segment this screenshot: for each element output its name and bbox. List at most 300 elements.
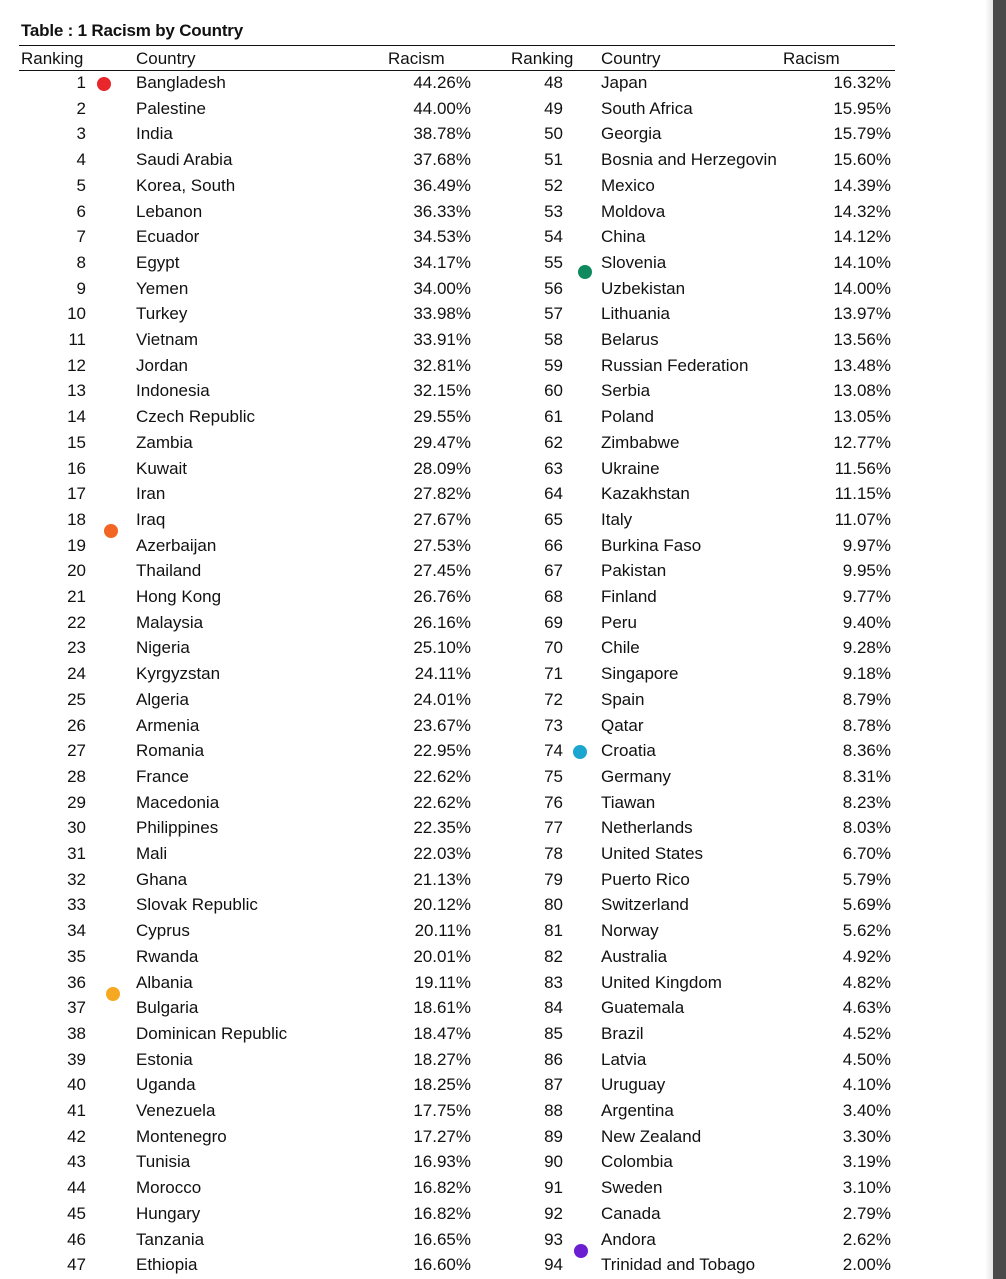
racism-cell: 34.17% (413, 252, 471, 272)
country-cell: Ukraine (601, 458, 660, 478)
country-cell: Puerto Rico (601, 869, 690, 889)
ranking-cell: 58 (544, 330, 563, 349)
ranking-cell: 94 (544, 1255, 563, 1275)
racism-cell: 22.62% (413, 766, 471, 786)
ranking-cell: 71 (544, 664, 563, 684)
header-top-rule (19, 45, 895, 46)
racism-cell: 9.95% (842, 561, 891, 581)
country-cell: Peru (601, 612, 637, 632)
country-cell: New Zealand (601, 1126, 702, 1146)
racism-cell: 27.45% (413, 561, 471, 581)
ranking-cell: 27 (67, 741, 86, 761)
country-cell: Georgia (601, 124, 662, 144)
table-row (0, 841, 1006, 867)
table-row (0, 1227, 1006, 1253)
table-row (0, 1021, 1006, 1047)
table-row (0, 224, 1006, 250)
ranking-cell: 63 (544, 458, 563, 478)
racism-cell: 16.65% (413, 1229, 471, 1249)
ranking-cell: 23 (67, 638, 86, 658)
country-cell: Hungary (136, 1203, 201, 1223)
ranking-cell: 75 (544, 766, 563, 786)
ranking-cell: 16 (67, 458, 86, 478)
highlight-dot (578, 265, 592, 279)
country-cell: Slovak Republic (136, 895, 258, 915)
racism-cell: 27.67% (413, 509, 471, 529)
racism-cell: 13.05% (833, 407, 891, 427)
ranking-cell: 80 (544, 895, 563, 915)
ranking-cell: 31 (67, 844, 86, 863)
racism-cell: 32.15% (413, 381, 471, 401)
country-cell: Netherlands (601, 818, 693, 838)
country-cell: Iran (136, 484, 166, 504)
racism-cell: 11.15% (834, 484, 891, 504)
racism-cell: 17.75% (413, 1101, 471, 1120)
racism-cell: 32.81% (413, 355, 471, 375)
ranking-cell: 41 (67, 1101, 86, 1120)
racism-cell: 8.23% (842, 792, 891, 812)
racism-cell: 24.01% (413, 689, 471, 709)
ranking-cell: 62 (544, 432, 563, 452)
country-cell: Egypt (136, 252, 180, 272)
country-cell: Singapore (601, 664, 679, 684)
table-row (0, 1149, 1006, 1175)
ranking-cell: 66 (544, 535, 563, 555)
table-row (0, 610, 1006, 636)
racism-cell: 23.67% (413, 715, 471, 735)
country-cell: Canada (601, 1203, 661, 1223)
ranking-cell: 4 (76, 150, 86, 170)
table-title: Table : 1 Racism by Country (21, 21, 243, 40)
country-cell: China (601, 227, 646, 247)
table-row (0, 507, 1006, 533)
ranking-cell: 85 (544, 1023, 563, 1043)
racism-cell: 5.62% (842, 921, 891, 941)
racism-cell: 18.47% (413, 1023, 471, 1043)
ranking-cell: 33 (67, 895, 86, 915)
ranking-cell: 19 (67, 535, 86, 555)
racism-cell: 17.27% (413, 1126, 471, 1146)
table-row (0, 1175, 1006, 1201)
table-row (0, 815, 1006, 841)
ranking-cell: 68 (544, 587, 563, 606)
country-cell: Venezuela (136, 1101, 216, 1120)
racism-cell: 37.68% (413, 150, 471, 170)
country-cell: Bulgaria (136, 998, 199, 1018)
ranking-cell: 18 (67, 509, 86, 529)
racism-cell: 20.01% (413, 946, 471, 966)
racism-cell: 18.61% (413, 998, 471, 1018)
country-cell: Mexico (601, 175, 655, 195)
country-cell: Armenia (136, 715, 200, 735)
ranking-cell: 65 (544, 509, 563, 529)
ranking-cell: 67 (544, 561, 563, 581)
racism-cell: 18.27% (413, 1049, 471, 1069)
ranking-cell: 78 (544, 844, 563, 863)
ranking-cell: 57 (544, 304, 563, 324)
ranking-cell: 35 (67, 946, 86, 966)
ranking-cell: 14 (67, 407, 86, 427)
country-cell: Macedonia (136, 792, 220, 812)
country-cell: Burkina Faso (601, 535, 702, 555)
ranking-cell: 52 (544, 175, 563, 195)
country-cell: Nigeria (136, 638, 190, 658)
ranking-cell: 30 (67, 818, 86, 838)
racism-cell: 20.12% (413, 895, 471, 915)
racism-cell: 2.79% (842, 1203, 891, 1223)
racism-cell: 13.56% (833, 330, 891, 349)
country-cell: Ecuador (136, 227, 200, 247)
racism-cell: 3.10% (842, 1178, 891, 1198)
header-ranking-left: Ranking (21, 49, 84, 68)
country-cell: Tunisia (136, 1152, 191, 1172)
country-cell: Mali (136, 844, 168, 863)
country-cell: Indonesia (136, 381, 210, 401)
ranking-cell: 51 (544, 150, 563, 170)
table-row (0, 892, 1006, 918)
racism-cell: 14.10% (833, 252, 891, 272)
ranking-cell: 25 (67, 689, 86, 709)
table-row (0, 713, 1006, 739)
ranking-cell: 92 (544, 1203, 563, 1223)
country-cell: Tanzania (136, 1229, 205, 1249)
country-cell: Ethiopia (136, 1255, 198, 1275)
country-cell: Andora (601, 1229, 656, 1249)
racism-cell: 34.53% (413, 227, 471, 247)
table-row (0, 378, 1006, 404)
country-cell: Turkey (136, 304, 188, 324)
table-row (0, 970, 1006, 996)
ranking-cell: 79 (544, 869, 563, 889)
ranking-cell: 70 (544, 638, 563, 658)
racism-cell: 44.00% (413, 98, 471, 118)
country-cell: Italy (601, 509, 633, 529)
ranking-cell: 20 (67, 561, 86, 581)
racism-cell: 9.18% (842, 664, 891, 684)
racism-cell: 14.32% (833, 201, 891, 221)
country-cell: Poland (601, 407, 654, 427)
country-cell: Iraq (136, 509, 166, 529)
country-cell: Morocco (136, 1178, 202, 1198)
country-cell: Korea, South (136, 175, 236, 195)
header-ranking-right: Ranking (511, 49, 574, 68)
ranking-cell: 60 (544, 381, 563, 401)
table-row (0, 867, 1006, 893)
country-cell: Yemen (136, 278, 189, 298)
ranking-cell: 38 (67, 1023, 86, 1043)
country-cell: Chile (601, 638, 640, 658)
ranking-cell: 87 (544, 1075, 563, 1095)
ranking-cell: 61 (544, 407, 563, 427)
country-cell: Bosnia and Herzegovin (601, 150, 777, 170)
country-cell: Pakistan (601, 561, 667, 581)
racism-cell: 15.79% (833, 124, 891, 144)
racism-cell: 16.82% (413, 1178, 471, 1198)
racism-cell: 16.32% (833, 73, 891, 92)
country-cell: France (136, 766, 189, 786)
racism-cell: 8.03% (842, 818, 891, 838)
country-cell: Trinidad and Tobago (601, 1255, 756, 1275)
country-cell: Sweden (601, 1178, 663, 1198)
racism-cell: 34.00% (413, 278, 471, 298)
racism-cell: 26.16% (413, 612, 471, 632)
racism-cell: 16.93% (413, 1152, 471, 1172)
racism-cell: 22.35% (413, 818, 471, 838)
ranking-cell: 11 (68, 330, 86, 349)
country-cell: Guatemala (601, 998, 685, 1018)
racism-cell: 38.78% (413, 124, 471, 144)
table-row (0, 147, 1006, 173)
header-country-left: Country (136, 49, 196, 68)
ranking-cell: 2 (76, 98, 86, 118)
racism-cell: 21.13% (413, 869, 471, 889)
table-row (0, 70, 1006, 96)
ranking-cell: 55 (544, 252, 563, 272)
racism-cell: 20.11% (414, 921, 471, 941)
ranking-cell: 1 (76, 73, 86, 92)
country-cell: Montenegro (136, 1126, 227, 1146)
racism-cell: 36.33% (413, 201, 471, 221)
ranking-cell: 6 (76, 201, 86, 221)
table-row (0, 404, 1006, 430)
table-row (0, 995, 1006, 1021)
table-row (0, 250, 1006, 276)
country-cell: Uzbekistan (601, 278, 686, 298)
country-cell: Russian Federation (601, 355, 749, 375)
ranking-cell: 59 (544, 355, 563, 375)
table-row (0, 790, 1006, 816)
racism-cell: 27.82% (413, 484, 471, 504)
racism-cell: 22.95% (413, 741, 471, 761)
country-cell: Cyprus (136, 921, 190, 941)
table-row (0, 1124, 1006, 1150)
ranking-cell: 54 (544, 227, 563, 247)
country-cell: Argentina (601, 1101, 674, 1120)
country-cell: Dominican Republic (136, 1023, 288, 1043)
country-cell: Croatia (601, 741, 656, 761)
country-cell: Rwanda (136, 946, 199, 966)
table-row (0, 456, 1006, 482)
ranking-cell: 45 (67, 1203, 86, 1223)
table-row (0, 1201, 1006, 1227)
country-cell: United Kingdom (601, 972, 722, 992)
ranking-cell: 46 (67, 1229, 86, 1249)
table-row (0, 199, 1006, 225)
table-row (0, 173, 1006, 199)
header-racism-left: Racism (388, 49, 445, 68)
country-cell: India (136, 124, 173, 144)
ranking-cell: 93 (544, 1229, 563, 1249)
racism-cell: 8.36% (842, 741, 891, 761)
country-cell: Lithuania (601, 304, 671, 324)
racism-cell: 9.28% (842, 638, 891, 658)
racism-cell: 14.12% (833, 227, 891, 247)
ranking-cell: 74 (544, 741, 563, 761)
country-cell: Norway (601, 921, 659, 941)
country-cell: Lebanon (136, 201, 203, 221)
racism-cell: 4.63% (842, 998, 891, 1018)
ranking-cell: 26 (67, 715, 86, 735)
table-row (0, 121, 1006, 147)
racism-cell: 3.19% (842, 1152, 891, 1172)
racism-cell: 8.79% (842, 689, 891, 709)
ranking-cell: 91 (544, 1178, 563, 1198)
table-row (0, 430, 1006, 456)
racism-cell: 3.30% (842, 1126, 891, 1146)
country-cell: Zambia (136, 432, 193, 452)
racism-cell: 19.11% (414, 972, 471, 992)
table-row (0, 661, 1006, 687)
country-cell: Kuwait (136, 458, 188, 478)
country-cell: Japan (601, 73, 648, 92)
country-cell: Qatar (601, 715, 644, 735)
country-cell: Uganda (136, 1075, 196, 1095)
ranking-cell: 90 (544, 1152, 563, 1172)
racism-cell: 4.82% (842, 972, 891, 992)
table-row (0, 1098, 1006, 1124)
racism-cell: 9.77% (842, 587, 891, 606)
racism-cell: 18.25% (413, 1075, 471, 1095)
ranking-cell: 82 (544, 946, 563, 966)
header-country-right: Country (601, 49, 661, 68)
ranking-cell: 12 (67, 355, 86, 375)
table-row (0, 918, 1006, 944)
table-row (0, 96, 1006, 122)
highlight-dot (97, 77, 111, 91)
ranking-cell: 7 (76, 227, 86, 247)
racism-cell: 9.97% (842, 535, 891, 555)
table-row (0, 481, 1006, 507)
racism-cell: 8.78% (842, 715, 891, 735)
table-row (0, 327, 1006, 353)
highlight-dot (104, 524, 118, 538)
table-row (0, 353, 1006, 379)
racism-cell: 4.50% (842, 1049, 891, 1069)
ranking-cell: 21 (67, 587, 86, 606)
ranking-cell: 22 (67, 612, 86, 632)
country-cell: Thailand (136, 561, 202, 581)
country-cell: Vietnam (136, 330, 199, 349)
ranking-cell: 56 (544, 278, 563, 298)
table-row (0, 558, 1006, 584)
racism-cell: 15.95% (833, 98, 891, 118)
country-cell: Malaysia (136, 612, 204, 632)
racism-cell: 6.70% (842, 844, 891, 863)
ranking-cell: 73 (544, 715, 563, 735)
ranking-cell: 39 (67, 1049, 86, 1069)
ranking-cell: 50 (544, 124, 563, 144)
racism-cell: 16.60% (413, 1255, 471, 1275)
country-cell: Estonia (136, 1049, 193, 1069)
racism-cell: 16.82% (413, 1203, 471, 1223)
racism-cell: 4.52% (842, 1023, 891, 1043)
country-cell: Moldova (601, 201, 666, 221)
table-row (0, 533, 1006, 559)
racism-cell: 4.92% (842, 946, 891, 966)
ranking-cell: 9 (76, 278, 86, 298)
ranking-cell: 43 (67, 1152, 86, 1172)
country-cell: Philippines (136, 818, 219, 838)
ranking-cell: 53 (544, 201, 563, 221)
country-cell: Slovenia (601, 252, 667, 272)
country-cell: Kazakhstan (601, 484, 690, 504)
ranking-cell: 89 (544, 1126, 563, 1146)
country-cell: Brazil (601, 1023, 644, 1043)
ranking-cell: 5 (76, 175, 86, 195)
racism-cell: 33.98% (413, 304, 471, 324)
ranking-cell: 28 (67, 766, 86, 786)
table-row (0, 584, 1006, 610)
racism-cell: 44.26% (413, 73, 471, 92)
ranking-cell: 36 (67, 972, 86, 992)
country-cell: Colombia (601, 1152, 673, 1172)
racism-cell: 4.10% (842, 1075, 891, 1095)
racism-cell: 2.62% (842, 1229, 891, 1249)
racism-cell: 14.39% (833, 175, 891, 195)
ranking-cell: 48 (544, 73, 563, 92)
ranking-cell: 34 (67, 921, 86, 941)
racism-cell: 8.31% (842, 766, 891, 786)
racism-cell: 11.56% (834, 458, 891, 478)
ranking-cell: 81 (544, 921, 563, 941)
racism-cell: 13.08% (833, 381, 891, 401)
country-cell: Tiawan (601, 792, 656, 812)
country-cell: Jordan (136, 355, 188, 375)
ranking-cell: 49 (544, 98, 563, 118)
ranking-cell: 32 (67, 869, 86, 889)
country-cell: Germany (601, 766, 671, 786)
racism-cell: 29.55% (413, 407, 471, 427)
ranking-cell: 77 (544, 818, 563, 838)
country-cell: Uruguay (601, 1075, 666, 1095)
ranking-cell: 42 (67, 1126, 86, 1146)
table-row (0, 1072, 1006, 1098)
table-row (0, 764, 1006, 790)
racism-cell: 25.10% (413, 638, 471, 658)
racism-cell: 27.53% (413, 535, 471, 555)
ranking-cell: 24 (67, 664, 86, 684)
ranking-cell: 10 (67, 304, 86, 324)
table-row (0, 944, 1006, 970)
racism-cell: 29.47% (413, 432, 471, 452)
table-row (0, 738, 1006, 764)
racism-cell: 26.76% (413, 587, 471, 606)
ranking-cell: 44 (67, 1178, 86, 1198)
country-cell: Azerbaijan (136, 535, 217, 555)
table-row (0, 687, 1006, 713)
ranking-cell: 86 (544, 1049, 563, 1069)
racism-cell: 5.79% (842, 869, 891, 889)
racism-cell: 12.77% (833, 432, 891, 452)
country-cell: Hong Kong (136, 587, 222, 606)
country-cell: Latvia (601, 1049, 647, 1069)
country-cell: South Africa (601, 98, 693, 118)
country-cell: United States (601, 844, 704, 863)
ranking-cell: 8 (76, 252, 86, 272)
country-cell: Palestine (136, 98, 206, 118)
country-cell: Zimbabwe (601, 432, 680, 452)
country-cell: Kyrgyzstan (136, 664, 221, 684)
racism-cell: 22.62% (413, 792, 471, 812)
country-cell: Ghana (136, 869, 188, 889)
ranking-cell: 83 (544, 972, 563, 992)
racism-cell: 13.48% (833, 355, 891, 375)
ranking-cell: 47 (67, 1255, 86, 1275)
country-cell: Spain (601, 689, 645, 709)
racism-cell: 22.03% (413, 844, 471, 863)
ranking-cell: 37 (67, 998, 86, 1018)
country-cell: Albania (136, 972, 193, 992)
